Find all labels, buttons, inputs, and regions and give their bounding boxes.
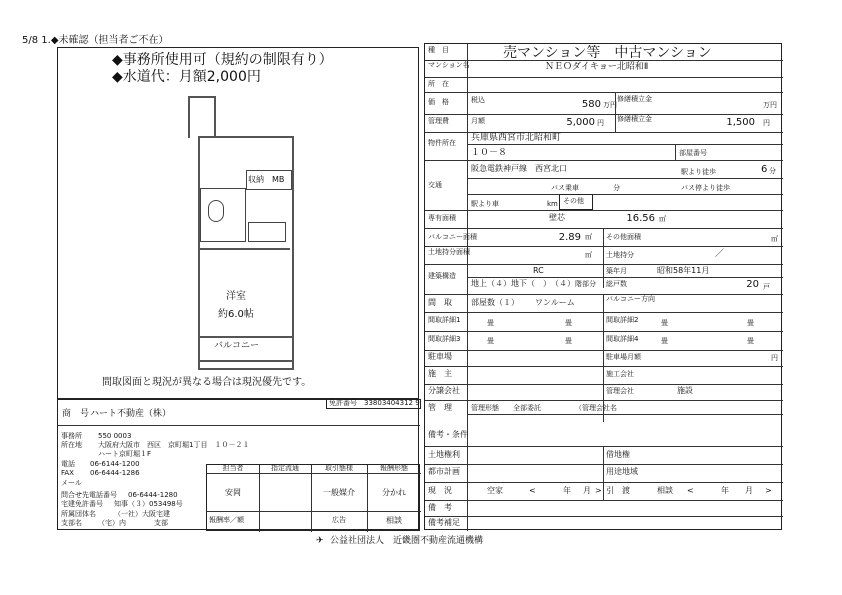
ad-value: 相談 bbox=[386, 516, 402, 525]
addr2: ハート京町堀１F bbox=[98, 450, 152, 458]
detail1-tatami: 畳 bbox=[565, 319, 572, 327]
remarks-label: 備 考 bbox=[428, 503, 452, 512]
land-share: ／ bbox=[715, 249, 725, 259]
area-unit: ㎡ bbox=[659, 215, 666, 223]
units-label: 総戸数 bbox=[606, 280, 627, 288]
units: 20 bbox=[746, 279, 759, 290]
agent-name: 安岡 bbox=[225, 488, 241, 497]
detail2-tatami: 畳 bbox=[747, 319, 754, 327]
current-year: 年 bbox=[563, 486, 571, 495]
mgmt-monthly: 月額 bbox=[471, 117, 485, 125]
builder-label: 宅建免許番号 bbox=[61, 500, 103, 508]
owner-label: 施 主 bbox=[428, 369, 452, 378]
contact-tel-label: 問合せ先電話番号 bbox=[61, 491, 117, 499]
notice-line-2: ◆水道代：月額2,000円 bbox=[112, 69, 261, 85]
kanri-form: 全部委託 bbox=[513, 404, 541, 412]
agent-header-2: 取引態様 bbox=[325, 464, 353, 472]
delivery-year: 年 bbox=[721, 486, 729, 495]
land-share-label: 土地持分 bbox=[606, 251, 634, 259]
price-unit: 万円 bbox=[603, 101, 617, 109]
layout-note-label: バルコニー方向 bbox=[606, 295, 655, 303]
branch: （宅）内 支部 bbox=[98, 519, 168, 527]
room-no-label: 部屋番号 bbox=[679, 149, 707, 157]
mgmt-co-label: 管理会社 bbox=[606, 387, 634, 395]
reserve-unit: 円 bbox=[763, 119, 770, 127]
agent-header-0: 担当者 bbox=[222, 464, 244, 472]
fee-rate-label: 報酬率／額 bbox=[209, 516, 244, 524]
current-label: 現 況 bbox=[428, 486, 452, 495]
repair-unit: 万円 bbox=[763, 101, 777, 109]
addr1: 大阪府大阪市 西区 京町堀1丁目 １０－２１ bbox=[98, 441, 250, 449]
agent-header-3: 報酬形態 bbox=[380, 464, 408, 472]
wall-label: 壁芯 bbox=[549, 213, 565, 222]
trade-name: ハート不動産（株） bbox=[90, 409, 172, 419]
license-no: 33803404312 9 bbox=[364, 399, 420, 407]
current-open-angle: < bbox=[529, 486, 536, 495]
mail-label: メール bbox=[61, 479, 82, 487]
fax-label: FAX bbox=[61, 469, 74, 477]
floors-below: 地下（ ） bbox=[511, 279, 551, 288]
branch-label: 支部名 bbox=[61, 519, 82, 527]
tel-label: 事務所 bbox=[61, 432, 82, 440]
location: 兵庫県西宮市北昭和町 bbox=[471, 133, 562, 143]
phone: 06-6144-1200 bbox=[90, 460, 140, 468]
agent-deal-type: 一般媒介 bbox=[323, 488, 355, 497]
detail4-room: 畳 bbox=[661, 337, 668, 345]
balcony-sqm: ㎡ bbox=[585, 233, 592, 241]
transit-label: 交通 bbox=[428, 181, 442, 189]
parking-label: 駐車場 bbox=[428, 352, 452, 361]
station-car-label: 駅より車 bbox=[471, 200, 499, 208]
detail4-tatami: 畳 bbox=[747, 337, 754, 345]
units-unit: 戸 bbox=[763, 283, 770, 291]
structure: RC bbox=[533, 266, 544, 275]
price-label: 価 格 bbox=[428, 98, 449, 106]
top-note: 5/8 1.◆未確認（担当者ご不在） bbox=[22, 35, 169, 46]
use-area-label: 用途地域 bbox=[606, 467, 638, 476]
parking-fee-label: 駐車場月額 bbox=[606, 353, 641, 361]
room-size: 約6.0帖 bbox=[218, 309, 254, 320]
current-close-angle: > bbox=[595, 486, 602, 495]
footer-icon: ✈ bbox=[316, 536, 324, 546]
walk-unit: 分 bbox=[769, 167, 776, 175]
mb-label: MB bbox=[272, 175, 285, 184]
trade-label: 商 号 bbox=[62, 409, 90, 419]
floorplan-drawing bbox=[188, 96, 292, 366]
detail3-room: 畳 bbox=[487, 337, 494, 345]
kanri-label: 管 理 bbox=[428, 403, 452, 412]
km-unit: km bbox=[547, 200, 558, 208]
builder-no: 知事（３）053498号 bbox=[114, 500, 183, 508]
floors-above: 地上（４） bbox=[471, 279, 511, 288]
balcony-area-label: バルコニー面積 bbox=[428, 233, 477, 241]
mgmt-co: 施設 bbox=[677, 386, 693, 395]
land-sqm: ㎡ bbox=[585, 251, 592, 259]
notes-label: 備考・条件 bbox=[428, 430, 468, 439]
mgmt-label: 管理費 bbox=[428, 117, 449, 125]
company-block bbox=[57, 399, 419, 530]
addr-label: 所在地 bbox=[61, 441, 82, 449]
bus-label: バス乗車 bbox=[551, 184, 579, 192]
contact-tel: 06-6444-1280 bbox=[128, 491, 178, 499]
walk-min: 6 bbox=[761, 164, 768, 175]
walk-label: 駅より徒歩 bbox=[681, 168, 716, 176]
other-area-sqm: ㎡ bbox=[771, 235, 778, 243]
property-sheet bbox=[424, 43, 782, 530]
reserve: 1,500 bbox=[726, 117, 755, 128]
detail4-label: 間取詳細4 bbox=[606, 335, 639, 343]
license-label: 免許番号 bbox=[329, 399, 357, 407]
agent-header-1: 指定流通 bbox=[271, 464, 299, 472]
layout-label: 間 取 bbox=[428, 298, 452, 307]
detail1-room: 畳 bbox=[487, 319, 494, 327]
mgmt-fee: 5,000 bbox=[566, 117, 595, 128]
detail3-label: 間取詳細3 bbox=[428, 335, 461, 343]
mansion-label: マンション名 bbox=[428, 61, 470, 69]
floor-part-label: 階部分 bbox=[575, 280, 596, 288]
zip: 550 0003 bbox=[98, 432, 132, 440]
reserve-label: 修繕積立金 bbox=[617, 115, 652, 123]
detail3-tatami: 畳 bbox=[565, 337, 572, 345]
disclaimer: 間取図面と現況が異なる場合は現況優先です。 bbox=[102, 377, 312, 388]
category: 売マンション等 中古マンション bbox=[503, 45, 712, 61]
other-label: その他 bbox=[563, 197, 584, 205]
current-month: 月 bbox=[583, 486, 591, 495]
built-label: 築年月 bbox=[606, 267, 627, 275]
repair-label: 修繕積立金 bbox=[617, 95, 652, 103]
delivery-label: 引 渡 bbox=[606, 486, 630, 495]
footer-org: 公益社団法人 近畿圏不動産流通機構 bbox=[330, 536, 484, 546]
delivery-close-angle: > bbox=[765, 486, 772, 495]
floorplan-panel bbox=[57, 47, 419, 399]
price: 580 bbox=[581, 99, 601, 110]
sales-label: 分譲会社 bbox=[428, 386, 460, 395]
mansion-name: ＮＥＯダイキョー北昭和Ⅱ bbox=[545, 62, 649, 72]
phone-label: 電話 bbox=[61, 460, 75, 468]
location-2: １０－８ bbox=[471, 148, 508, 158]
delivery-open-angle: < bbox=[687, 486, 694, 495]
balcony-label: バルコニー bbox=[214, 341, 260, 351]
kanri-form-label: 管理形態 bbox=[471, 404, 499, 412]
category-label: 種 目 bbox=[428, 46, 449, 54]
bus-min-unit: 分 bbox=[613, 184, 620, 192]
company-divider bbox=[58, 425, 420, 426]
balcony-area: 2.89 bbox=[558, 232, 581, 243]
city-plan-label: 都市計画 bbox=[428, 467, 460, 476]
agent-fee-type: 分かれ bbox=[382, 488, 406, 497]
mgmt-unit: 円 bbox=[597, 119, 604, 127]
layout: ワンルーム bbox=[535, 298, 575, 307]
floor-no: （４） bbox=[551, 279, 575, 288]
ad-label: 広告 bbox=[332, 516, 346, 524]
area: 16.56 bbox=[626, 213, 655, 224]
land-right-label: 土地権利 bbox=[428, 450, 460, 459]
floor-label: 所 在 bbox=[428, 80, 449, 88]
current: 空家 bbox=[487, 486, 503, 495]
area-label: 専有面積 bbox=[428, 214, 456, 222]
land-label: 土地持分面積 bbox=[428, 248, 470, 256]
parking-unit: 円 bbox=[771, 354, 778, 362]
other-area-label: その他面積 bbox=[606, 233, 641, 241]
storage-label: 収納 bbox=[248, 175, 264, 184]
built: 昭和58年11月 bbox=[657, 266, 710, 275]
detail2-label: 間取詳細2 bbox=[606, 316, 639, 324]
delivery-month: 月 bbox=[745, 486, 753, 495]
fax: 06-6444-1286 bbox=[90, 469, 140, 477]
assoc: （一社）大阪宅建 bbox=[114, 510, 170, 518]
builder-co-label: 施工会社 bbox=[606, 370, 634, 378]
detail2-room: 畳 bbox=[661, 319, 668, 327]
agent-table bbox=[206, 464, 420, 531]
railway: 阪急電鉄神戸線 西宮北口 bbox=[471, 164, 567, 173]
assoc-label: 所属団体名 bbox=[61, 510, 96, 518]
location-label: 物件所在 bbox=[428, 139, 456, 147]
structure-label: 建築構造 bbox=[428, 272, 456, 280]
entrance-area bbox=[188, 96, 216, 138]
notice-line-1: ◆事務所使用可（規約の制限有り） bbox=[112, 52, 333, 68]
kitchen-area bbox=[248, 222, 286, 242]
lease-label: 借地権 bbox=[606, 450, 630, 459]
kanri-status: （管理会社名 bbox=[575, 404, 617, 412]
bus-stop-label: バス停より徒歩 bbox=[681, 184, 730, 192]
room-divider bbox=[198, 248, 290, 250]
delivery: 相談 bbox=[657, 486, 673, 495]
detail1-label: 間取詳細1 bbox=[428, 316, 461, 324]
remarks2-label: 備考補足 bbox=[428, 518, 460, 527]
room-label: 洋室 bbox=[226, 291, 246, 302]
price-tax: 税込 bbox=[471, 96, 485, 104]
toilet-icon bbox=[208, 200, 224, 222]
rooms: 部屋数（１） bbox=[471, 298, 519, 307]
